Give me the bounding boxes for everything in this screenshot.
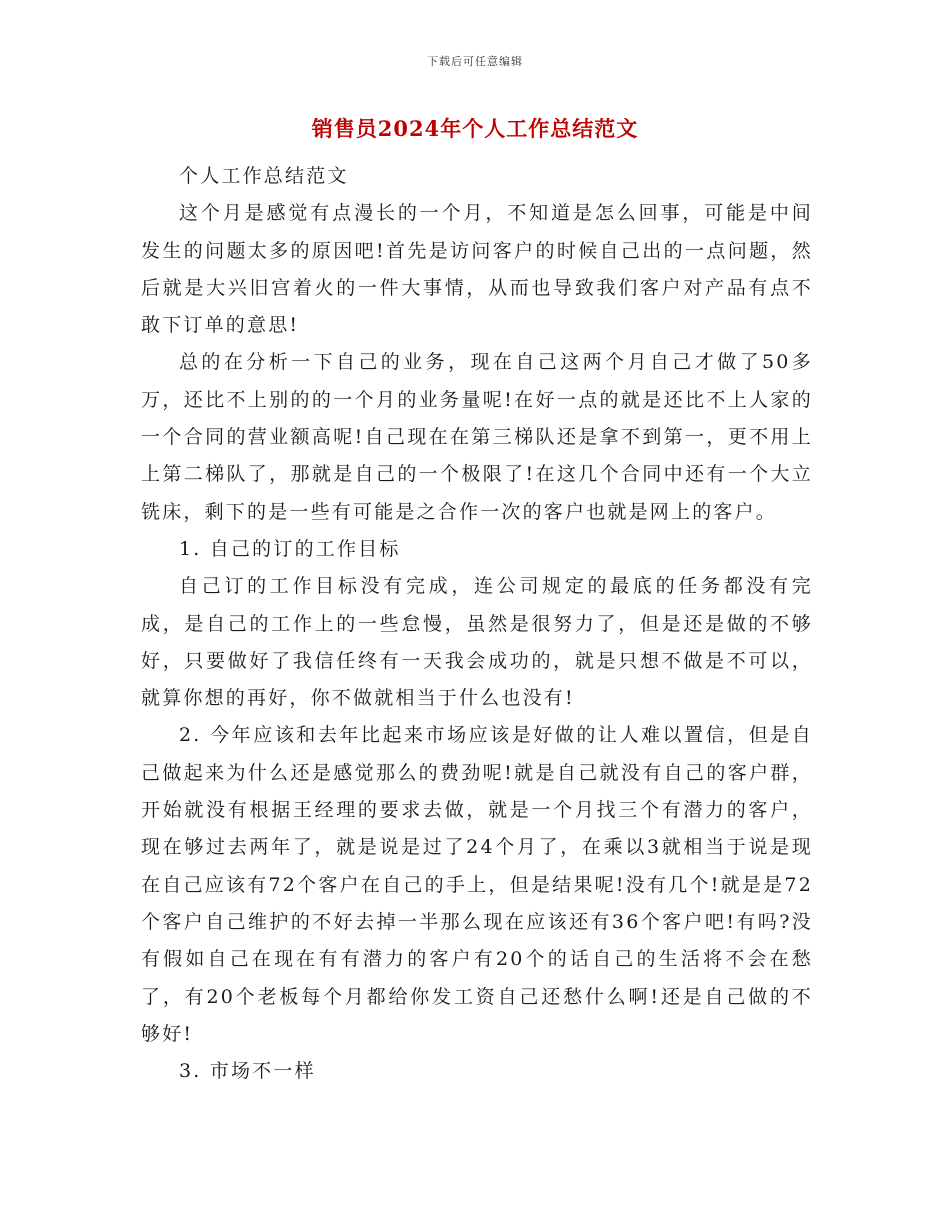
page-header: 下载后可任意编辑	[427, 55, 523, 68]
section-heading: 1. 自己的订的工作目标	[179, 537, 401, 560]
section-heading: 3. 市场不一样	[179, 1060, 316, 1083]
paragraph: 这个月是感觉有点漫长的一个月，不知道是怎么回事，可能是中间发生的问题太多的原因吧!首先是访问客户的时候自己出的一点问题，然后就是大兴旧宫着火的一件大事情，从而也导致我们客户对产品有点不敢下订单的意思!	[141, 202, 813, 337]
paragraph: 自己订的工作目标没有完成，连公司规定的最底的任务都没有完成，是自己的工作上的一些怠慢，虽然是很努力了，但是还是做的不够好，只要做好了我信任终有一天我会成功的，就是只想不做是不可以，就算你想的再好，你不做就相当于什么也没有!	[141, 575, 813, 710]
document-title: 销售员2024年个人工作总结范文	[311, 116, 639, 141]
paragraph: 总的在分析一下自己的业务，现在自己这两个月自己才做了50多万，还比不上别的的一个月的业务量呢!在好一点的就是还比不上人家的一个合同的营业额高呢!自己现在在第三梯队还是拿不到第一，更不用上上第二梯队了，那就是自己的一个极限了!在这几个合同中还有一个大立铣床，剩下的是一些有可能是之合作一次的客户也就是网上的客户。	[141, 351, 813, 523]
paragraph: 2. 今年应该和去年比起来市场应该是好做的让人难以置信，但是自己做起来为什么还是感觉那么的费劲呢!就是自己就没有自己的客户群，开始就没有根据王经理的要求去做，就是一个月找三个有潜力的客户，现在够过去两年了，就是说是过了24个月了，在乘以3就相当于说是现在自己应该有72个客户在自己的手上，但是结果呢!没有几个!就是是72个客户自己维护的不好去掉一半那么现在应该还有36个客户吧!有吗?没有假如自己在现在有有潜力的客户有20个的话自己的生活将不会在愁了，有20个老板每个月都给你发工资自己还愁什么啊!还是自己做的不够好!	[141, 724, 813, 1045]
paragraph-subtitle: 个人工作总结范文	[179, 165, 349, 187]
document-body	[141, 158, 813, 1090]
